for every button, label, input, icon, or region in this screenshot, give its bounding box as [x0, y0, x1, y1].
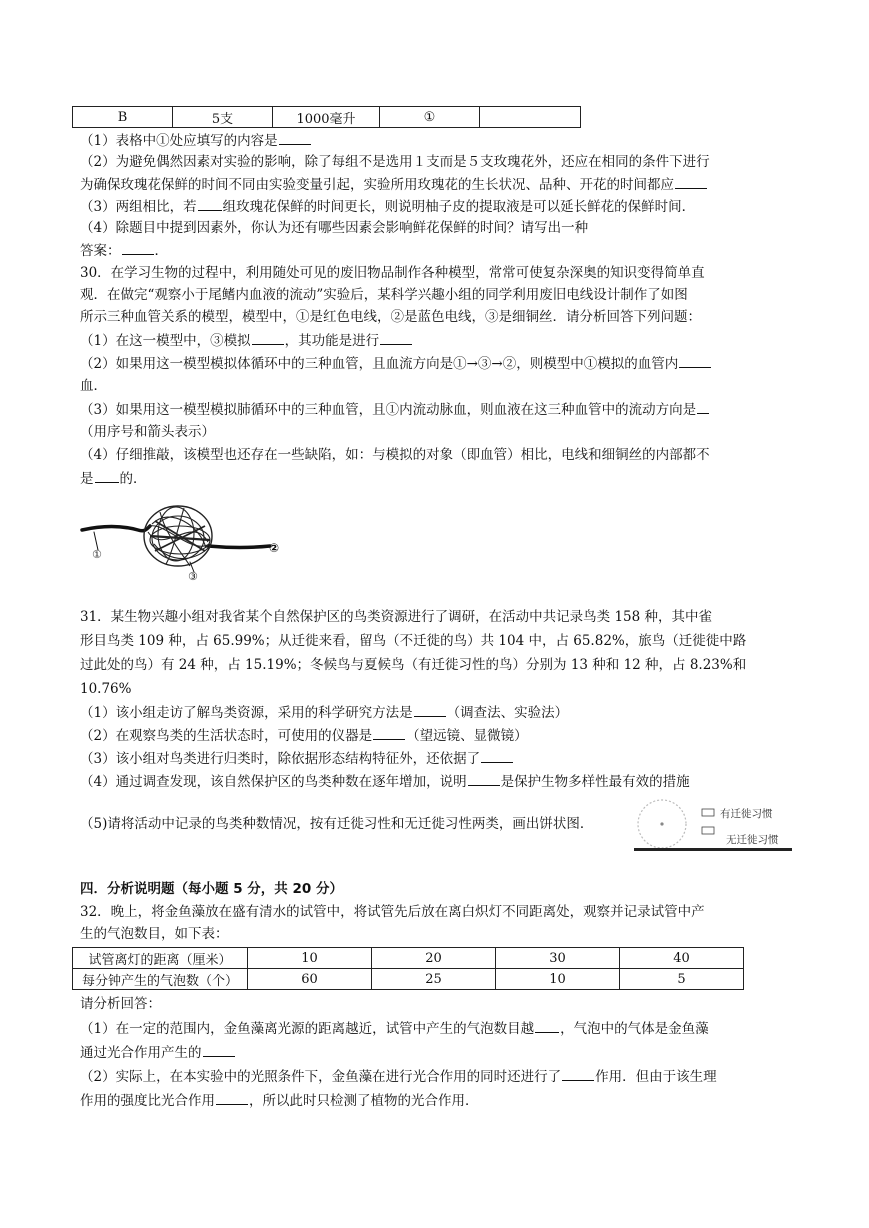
table-cell: 60 — [248, 969, 372, 990]
q32-part2-line1 — [80, 1067, 792, 1086]
q30-part1 — [80, 331, 792, 350]
answer-label: 答案： — [80, 243, 121, 259]
q31-stem-line1: 31．某生物兴趣小组对我省某个自然保护区的鸟类资源进行了调研，在活动中共记录鸟类 158 种，其中雀 — [80, 609, 713, 625]
q30-part1-text-a: （1）在这一模型中，③模拟 — [80, 333, 251, 349]
table-cell: 30 — [496, 948, 620, 969]
answer-blank[interactable] — [380, 331, 412, 345]
q32-part1-text-c: 通过光合作用产生的 — [80, 1045, 202, 1061]
q30-stem-line1: 30．在学习生物的过程中，利用随处可见的废旧物品制作各种模型，常常可使复杂深奥的知识变得简单直 — [80, 265, 705, 281]
label-1: ① — [92, 548, 102, 561]
answer-blank[interactable] — [697, 400, 709, 414]
q29-part3-text-a: （3）两组相比，若 — [80, 199, 197, 215]
q32-part2-text-b: 作用．但由于该生理 — [595, 1069, 717, 1085]
table-cell: 5 — [620, 969, 744, 990]
q29-part2-text: 为确保玫瑰花保鲜的时间不同由实验变量引起，实验所用玫瑰花的生长状况、品种、开花的时间都应 — [80, 177, 674, 193]
legend-label-resident: 无迁徙习惯 — [726, 834, 779, 846]
q31-part3-text: （3）该小组对鸟类进行归类时，除依据形态结构特征外，还依据了 — [80, 751, 481, 767]
answer-blank[interactable] — [679, 354, 711, 368]
q31-part1 — [80, 703, 792, 722]
q30-part3-text: （3）如果用这一模型模拟肺循环中的三种血管，且①内流动脉血，则血液在这三种血管中的流动方向是 — [80, 402, 697, 418]
period: ． — [154, 243, 168, 259]
q31-part1-text-b: （调查法、实验法） — [446, 705, 569, 721]
table-cell: 5支 — [173, 107, 273, 128]
q31-part4-text-a: （4）通过调查发现，该自然保护区的鸟类种数在逐年增加，说明 — [80, 774, 467, 790]
table-cell: 40 — [620, 948, 744, 969]
q30-part2-text: （2）如果用这一模型模拟体循环中的三种血管，且血流方向是①→③→②，则模型中①模拟的血管内 — [80, 356, 679, 372]
q31-part4 — [80, 772, 792, 791]
section-heading: 四．分析说明题（每小题 5 分，共 20 分） — [80, 881, 343, 897]
table-cell: 10 — [248, 948, 372, 969]
q31-stem-line3: 过此处的鸟）有 24 种，占 15.19%；冬候鸟与夏候鸟（有迁徙习性的鸟）分别为 13 种和 12 种，占 8.23%和 — [80, 657, 747, 673]
q31-part3 — [80, 749, 792, 768]
q30-part4-text-a: 是 — [80, 471, 94, 487]
q29-part3 — [80, 197, 792, 216]
figure-underline — [634, 848, 792, 851]
q30-part1-text-b: ，其功能是进行 — [284, 333, 380, 349]
q31-part4-text-b: 是保护生物多样性最有效的措施 — [500, 774, 690, 790]
q32-part1-line2 — [80, 1043, 792, 1062]
q29-part4: （4）除题目中提到因素外，你认为还有哪些因素会影响鲜花保鲜的时间？请写出一种 — [80, 220, 589, 236]
q31-part5: （5)请将活动中记录的鸟类种数情况，按有迁徙习性和无迁徙习性两类，画出饼状图． — [80, 816, 594, 832]
answer-blank[interactable] — [468, 772, 500, 786]
q29-part2-line1: （2）为避免偶然因素对实验的影响，除了每组不是选用１支而是５支玫瑰花外，还应在相同的条件下进行 — [80, 154, 710, 170]
label-3: ③ — [188, 570, 198, 582]
q32-part1-text-b: ，气泡中的气体是金鱼藻 — [560, 1021, 709, 1037]
q32-stem-line2: 生的气泡数目，如下表： — [80, 926, 229, 942]
q30-part4-line2 — [80, 469, 792, 488]
table-header-cell: 每分钟产生的气泡数（个） — [73, 969, 248, 990]
legend-label-migratory: 有迁徙习惯 — [720, 808, 773, 820]
table-row — [73, 948, 744, 969]
table-row — [73, 107, 581, 128]
q32-part2-text-c: 作用的强度比光合作用 — [80, 1093, 215, 1109]
q32-prompt: 请分析回答： — [80, 996, 161, 1012]
table-cell: 10 — [496, 969, 620, 990]
q30-part4-text-b: 的． — [119, 471, 147, 487]
table-cell: 1000毫升 — [273, 107, 380, 128]
table-cell: 25 — [372, 969, 496, 990]
q31-stem-line2: 形目鸟类 109 种，占 65.99%；从迁徙来看，留鸟（不迁徙的鸟）共 104 中，占 65.82%，旅鸟（迁徙徙中路 — [80, 633, 747, 649]
q29-answer — [80, 241, 792, 260]
table-cell: 20 — [372, 948, 496, 969]
pie-chart-template — [634, 796, 792, 852]
table-header-cell: 试管离灯的距离（厘米） — [73, 948, 248, 969]
q31-part1-text-a: （1）该小组走访了解鸟类资源，采用的科学研究方法是 — [80, 705, 413, 721]
red-wire-left — [82, 526, 150, 531]
q30-part4-line1: （4）仔细推敲，该模型也还存在一些缺陷，如：与模拟的对象（即血管）相比，电线和细铜丝的内部都不 — [80, 447, 710, 463]
answer-blank[interactable] — [279, 131, 311, 145]
table-row — [73, 969, 744, 990]
q32-stem-line1: 32．晚上，将金鱼藻放在盛有清水的试管中，将试管先后放在离白炽灯不同距离处，观察并记录试管中产 — [80, 904, 705, 920]
q31-stem-line4: 10.76% — [80, 681, 132, 697]
q30-stem-line3: 所示三种血管关系的模型，模型中，①是红色电线，②是蓝色电线，③是细铜丝．请分析回答下列问题： — [80, 309, 701, 325]
q30-part2-line2: 血． — [80, 378, 107, 394]
q32-part2-text-a: （2）实际上，在本实验中的光照条件下，金鱼藻在进行光合作用的同时还进行了 — [80, 1069, 562, 1085]
capillary-network — [144, 506, 212, 566]
blood-vessel-model-figure — [80, 496, 290, 582]
q32-part2-text-d: ，所以此时只检测了植物的光合作用． — [249, 1093, 479, 1109]
q31-part2-text-b: （望远镜、显微镜） — [406, 728, 528, 744]
q32-part2-line2 — [80, 1091, 792, 1110]
answer-blank[interactable] — [95, 469, 119, 483]
q30-part2-line1 — [80, 354, 792, 373]
q30-part3-line1 — [80, 400, 792, 419]
answer-blank[interactable] — [562, 1067, 594, 1081]
answer-blank[interactable] — [535, 1019, 559, 1033]
label-2: ② — [269, 541, 280, 555]
blue-wire-right — [208, 546, 270, 548]
pie-center-dot — [660, 822, 663, 825]
legend-swatch-migratory — [702, 809, 714, 816]
q29-part1-text: （1）表格中①处应填写的内容是 — [80, 133, 278, 149]
answer-blank[interactable] — [122, 241, 154, 255]
answer-blank[interactable] — [414, 703, 446, 717]
answer-blank[interactable] — [675, 175, 707, 189]
legend-swatch-resident — [702, 827, 714, 834]
answer-blank[interactable] — [216, 1091, 248, 1105]
q29-part1 — [80, 131, 792, 150]
q31-part2-text-a: （2）在观察鸟类的生活状态时，可使用的仪器是 — [80, 728, 373, 744]
q32-part1-text-a: （1）在一定的范围内，金鱼藻离光源的距离越近，试管中产生的气泡数目越 — [80, 1021, 535, 1037]
q31-part2 — [80, 726, 792, 745]
answer-blank[interactable] — [198, 197, 222, 211]
q30-part3-line2: （用序号和箭头表示） — [80, 424, 215, 440]
q29-part3-text-b: 组玫瑰花保鲜的时间更长，则说明柚子皮的提取液是可以延长鲜花的保鲜时间． — [222, 199, 696, 215]
table-cell — [480, 107, 581, 128]
answer-blank[interactable] — [373, 726, 405, 740]
answer-blank[interactable] — [481, 749, 513, 763]
bubble-count-table — [72, 947, 744, 990]
q32-part1-line1 — [80, 1019, 792, 1038]
experiment-table — [72, 106, 581, 128]
answer-blank[interactable] — [203, 1043, 235, 1057]
table-cell: B — [73, 107, 173, 128]
q30-stem-line2: 观．在做完“观察小于尾鳍内血液的流动”实验后，某科学兴趣小组的同学利用废旧电线设计制作了如图 — [80, 287, 688, 303]
table-cell: ① — [380, 107, 480, 128]
answer-blank[interactable] — [252, 331, 284, 345]
q29-part2-line2 — [80, 175, 792, 194]
